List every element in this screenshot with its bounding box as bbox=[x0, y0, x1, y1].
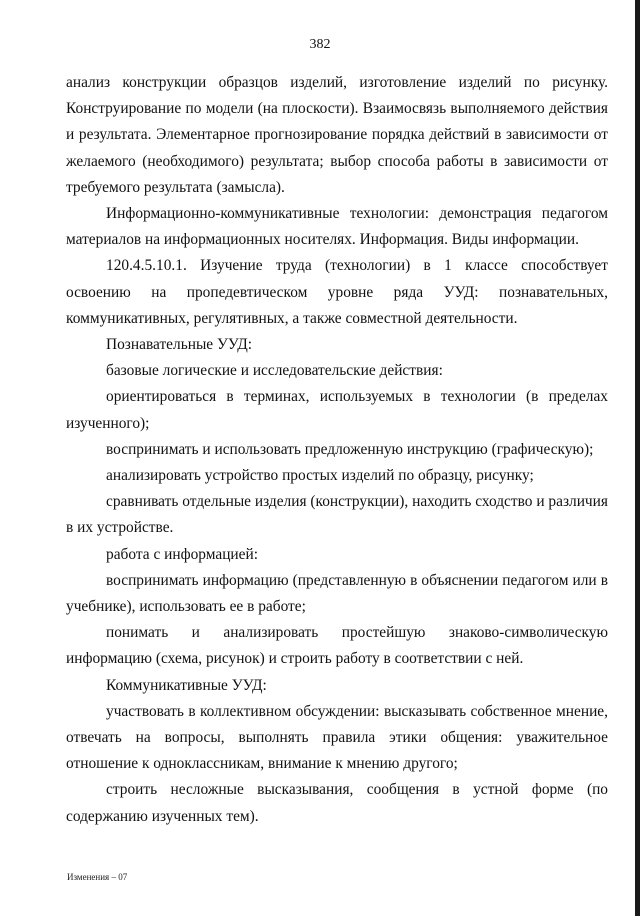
paragraph: анализ конструкции образцов изделий, изготовление изделий по рисунку. Конструирование по модели (на плоскости). Взаимосвязь выполняемого действия и результата. Элементарное прогнозирование порядка действий в зависимости от желаемого (необходимого) результата; выбор способа работы в зависимости от требуемого результата (замысла). bbox=[66, 74, 608, 196]
subsection-heading: базовые логические и исследовательские действия: bbox=[106, 362, 443, 380]
list-item: ориентироваться в терминах, используемых в технологии (в пределах изученного); bbox=[66, 388, 608, 432]
section-heading: Познавательные УУД: bbox=[106, 336, 252, 354]
subsection-heading: работа с информацией: bbox=[106, 545, 259, 563]
list-item: анализировать устройство простых изделий по образцу, рисунку; bbox=[106, 467, 534, 485]
page-number: 382 bbox=[309, 37, 331, 52]
section-heading: Коммуникативные УУД: bbox=[106, 676, 267, 694]
list-item: участвовать в коллективном обсуждении: высказывать собственное мнение, отвечать на вопросы, выполнять правила этики общения: уважительное отношение к одноклассникам, внимание к мнению другого; bbox=[66, 702, 608, 773]
page-footer: Изменения – 07 bbox=[67, 872, 128, 882]
paragraph: 120.4.5.10.1. Изучение труда (технологии) в 1 классе способствует освоению на пропедевтическом уровне ряда УУД: познавательных, коммуникативных, регулятивных, а также совместной деятельности. bbox=[66, 257, 608, 327]
list-item: строить несложные высказывания, сообщения в устной форме (по содержанию изученных тем). bbox=[66, 781, 608, 825]
list-item: воспринимать и использовать предложенную инструкцию (графическую); bbox=[106, 440, 594, 458]
document-body bbox=[66, 70, 608, 830]
list-item: воспринимать информацию (представленную в объяснении педагогом или в учебнике), использовать ее в работе; bbox=[66, 571, 608, 616]
list-item: сравнивать отдельные изделия (конструкции), находить сходство и различия в их устройстве. bbox=[66, 493, 608, 537]
list-item: понимать и анализировать простейшую знаково-символическую информацию (схема, рисунок) и строить работу в соответствии с ней. bbox=[66, 624, 608, 668]
page-edge bbox=[635, 0, 640, 916]
paragraph: Информационно-коммуникативные технологии: демонстрация педагогом материалов на информационных носителях. Информация. Виды информации. bbox=[66, 205, 608, 249]
